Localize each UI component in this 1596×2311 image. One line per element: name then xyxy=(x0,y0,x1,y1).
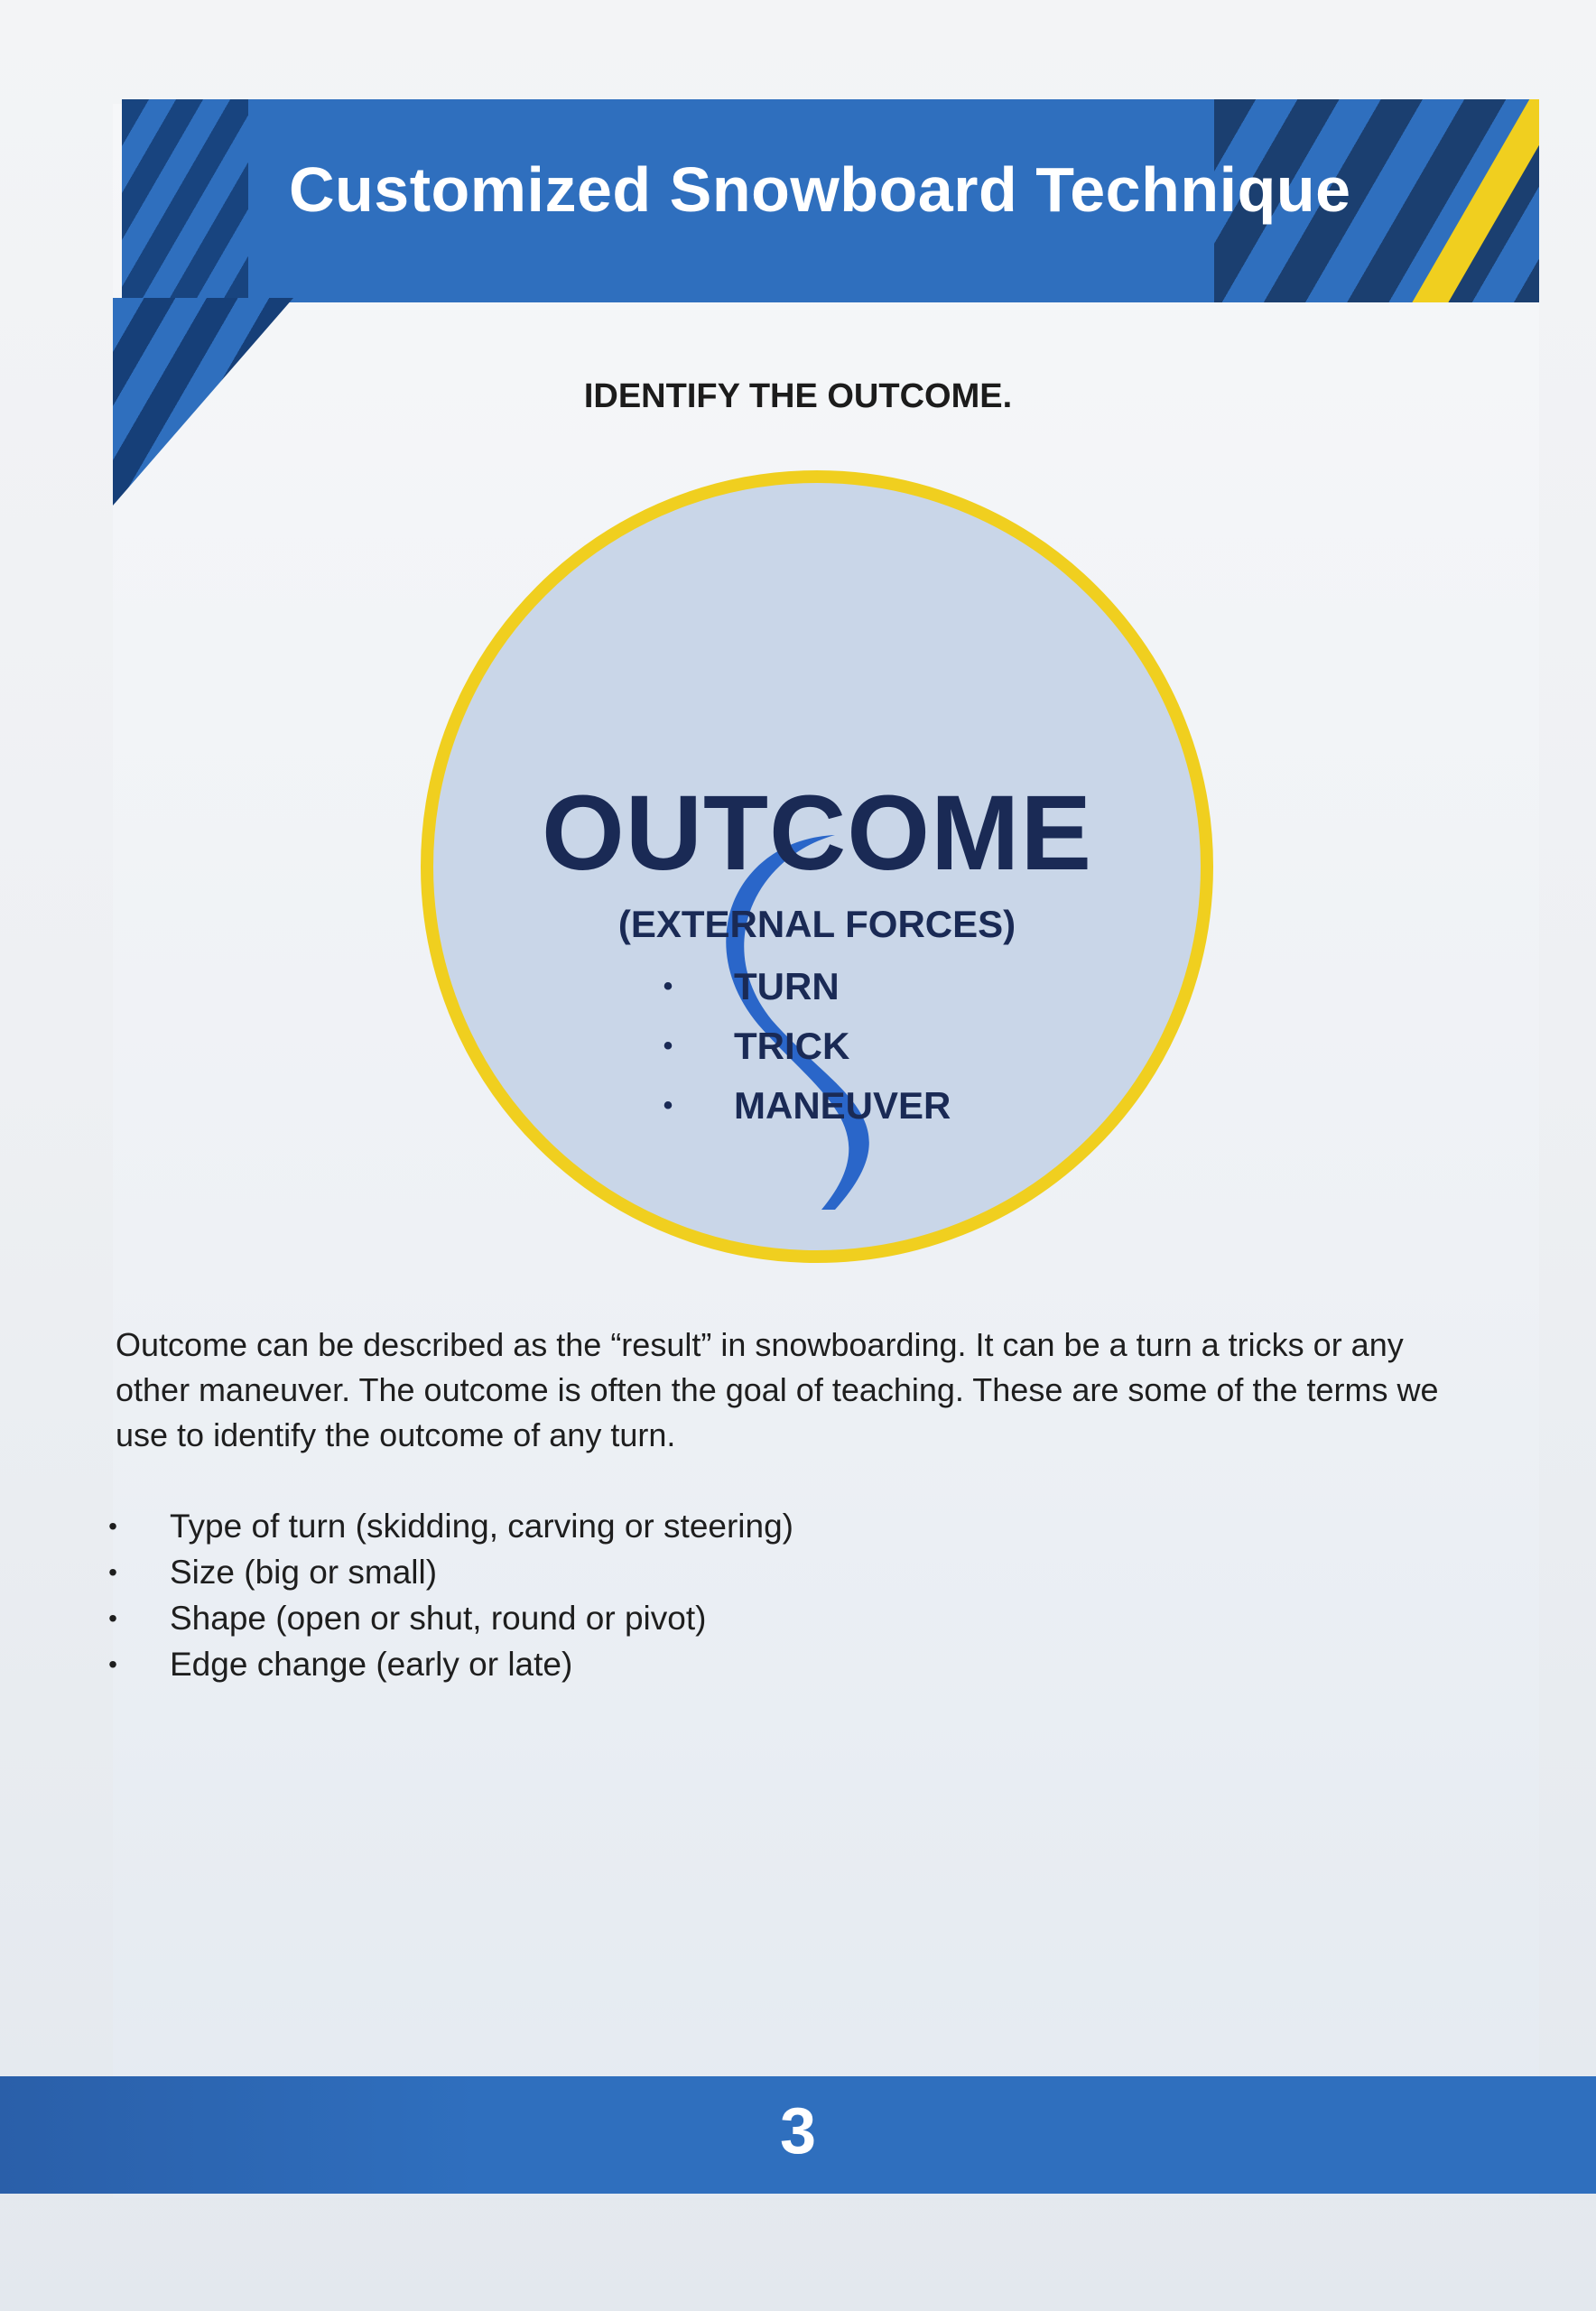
outcome-title: OUTCOME xyxy=(541,774,1093,893)
list-item: • Type of turn (skidding, carving or steering) xyxy=(99,1503,793,1549)
outcome-terms-list xyxy=(99,1503,793,1687)
header-stripes-left xyxy=(122,99,248,302)
list-item: • Size (big or small) xyxy=(99,1549,793,1595)
bullet-marker: • xyxy=(663,1091,673,1120)
list-item: • Shape (open or shut, round or pivot) xyxy=(99,1595,793,1641)
outcome-list-item: • TURN xyxy=(654,957,951,1016)
header-title: Customized Snowboard Technique xyxy=(289,154,1351,225)
bullet-marker: • xyxy=(663,1031,673,1061)
bullet-marker: • xyxy=(108,1604,117,1632)
list-item: • Edge change (early or late) xyxy=(99,1641,793,1687)
bullet-marker: • xyxy=(108,1650,117,1678)
outcome-circle xyxy=(411,469,1223,1264)
outcome-list-item: • MANEUVER xyxy=(654,1076,951,1136)
body-paragraph: Outcome can be described as the “result” in snowboarding. It can be a turn a tricks or any other maneuver. The outcome is often the goal of teaching. These are some of the terms we use to identify the outcome of any turn. xyxy=(116,1326,1439,1453)
outcome-list xyxy=(654,957,951,1136)
bullet-marker: • xyxy=(108,1512,117,1540)
page-number: 3 xyxy=(779,2095,817,2167)
outcome-list-item: • TRICK xyxy=(654,1016,951,1076)
outcome-subtitle: (EXTERNAL FORCES) xyxy=(617,903,1016,945)
bullet-marker: • xyxy=(663,971,673,1001)
section-heading: IDENTIFY THE OUTCOME. xyxy=(583,377,1013,415)
bullet-marker: • xyxy=(108,1558,117,1586)
